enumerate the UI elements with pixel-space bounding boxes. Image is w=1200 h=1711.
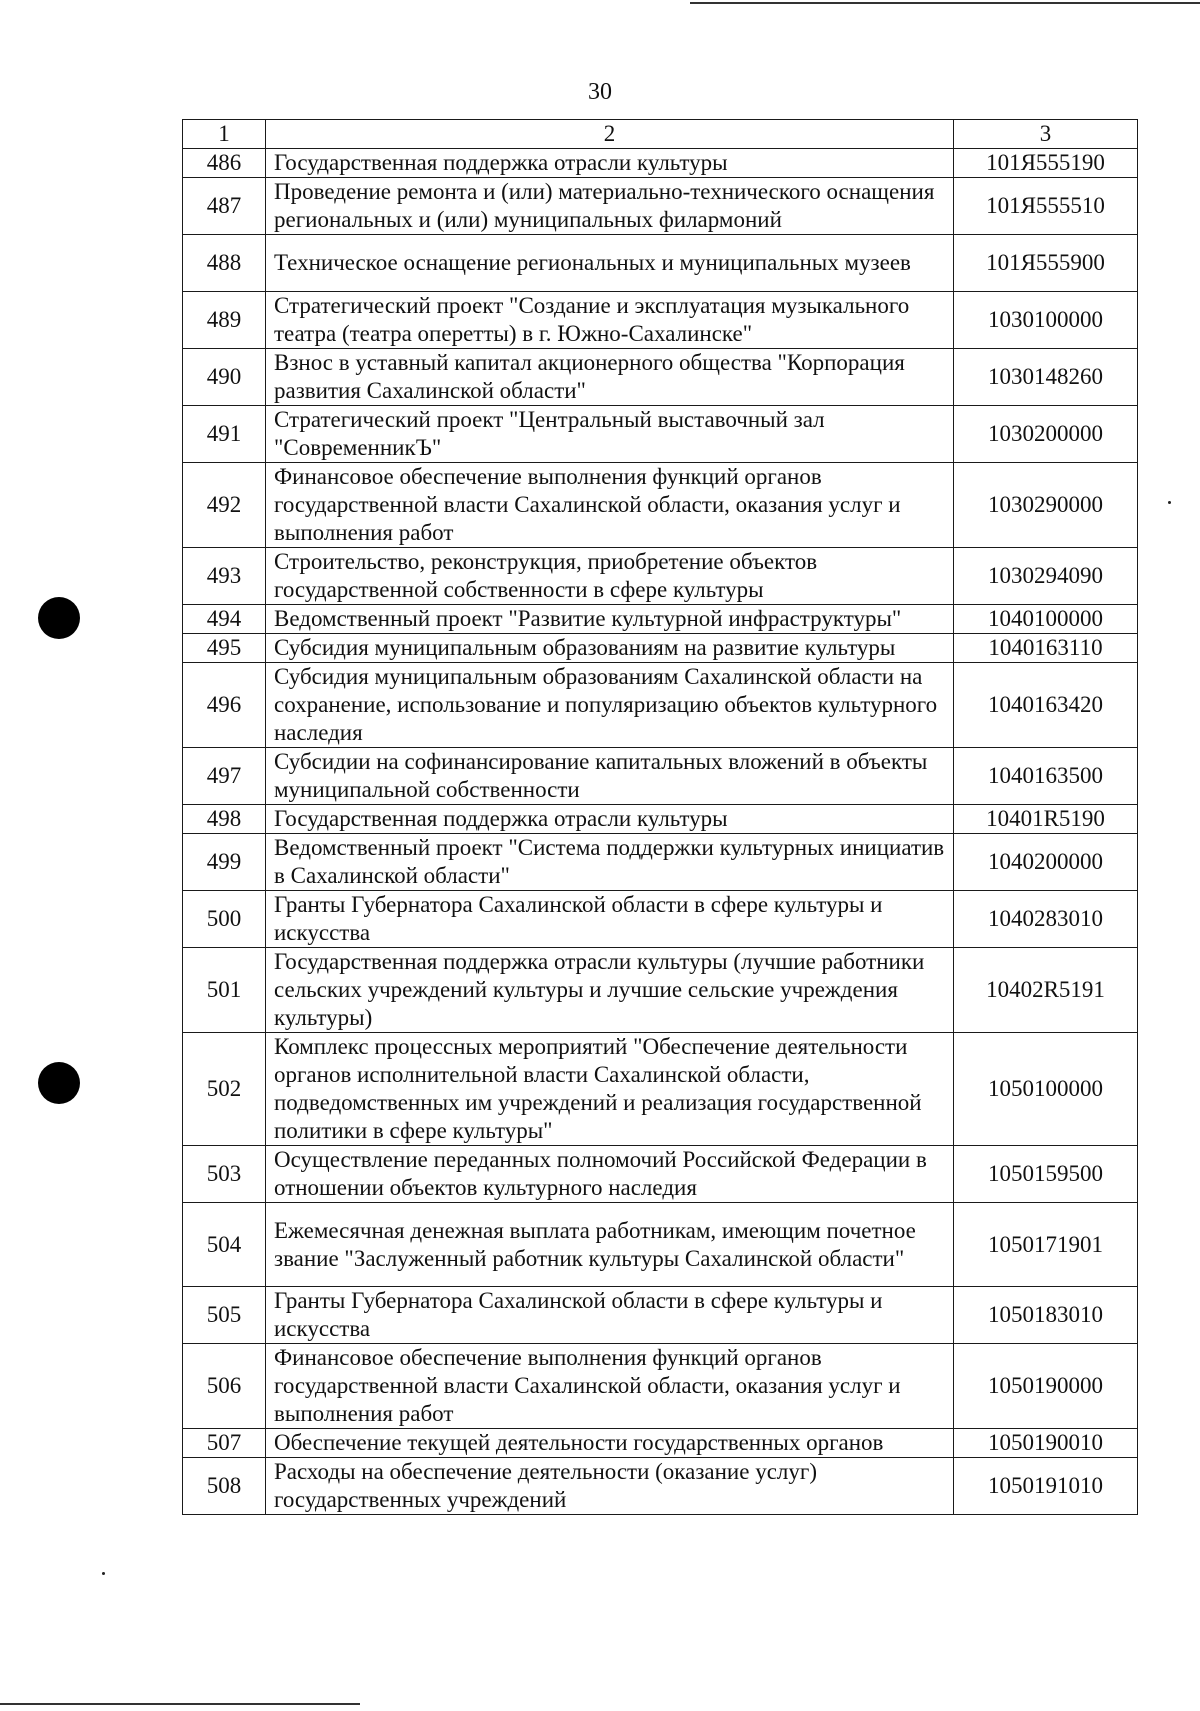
row-number: 505: [183, 1287, 266, 1344]
row-name: Стратегический проект "Центральный выставочный зал "СовременникЪ": [266, 406, 954, 463]
row-name: Стратегический проект "Создание и эксплуатация музыкального театра (театра оперетты) в г. Южно-Сахалинске": [266, 292, 954, 349]
table-row: [183, 349, 1138, 406]
table-row: [183, 1033, 1138, 1146]
row-code: 1030100000: [954, 292, 1138, 349]
row-name: Ведомственный проект "Система поддержки культурных инициатив в Сахалинской области": [266, 834, 954, 891]
punch-hole-lower: [38, 1062, 80, 1104]
table-row: [183, 548, 1138, 605]
row-code: 1050191010: [954, 1458, 1138, 1515]
punch-hole-upper: [38, 597, 80, 639]
row-name: Государственная поддержка отрасли культуры: [266, 805, 954, 834]
row-code: 1050159500: [954, 1146, 1138, 1203]
row-number: 487: [183, 178, 266, 235]
row-code: 1040283010: [954, 891, 1138, 948]
row-code: 1040163110: [954, 634, 1138, 663]
table-header-row: [183, 120, 1138, 149]
row-number: 503: [183, 1146, 266, 1203]
table-row: [183, 834, 1138, 891]
row-name: Техническое оснащение региональных и муниципальных музеев: [266, 235, 954, 292]
row-name: Взнос в уставный капитал акционерного общества "Корпорация развития Сахалинской области": [266, 349, 954, 406]
row-number: 497: [183, 748, 266, 805]
table-row: [183, 292, 1138, 349]
row-number: 506: [183, 1344, 266, 1429]
bottom-scan-rule: [0, 1703, 360, 1705]
table-row: [183, 235, 1138, 292]
row-code: 1040200000: [954, 834, 1138, 891]
table-row: [183, 805, 1138, 834]
table-row: [183, 1203, 1138, 1287]
row-number: 488: [183, 235, 266, 292]
row-code: 1040163500: [954, 748, 1138, 805]
row-number: 489: [183, 292, 266, 349]
row-number: 490: [183, 349, 266, 406]
row-code: 101Я555900: [954, 235, 1138, 292]
row-name: Ведомственный проект "Развитие культурной инфраструктуры": [266, 605, 954, 634]
row-code: 1050100000: [954, 1033, 1138, 1146]
table-row: [183, 605, 1138, 634]
row-code: 1030200000: [954, 406, 1138, 463]
row-name: Финансовое обеспечение выполнения функций органов государственной власти Сахалинской области, оказания услуг и выполнения работ: [266, 463, 954, 548]
row-code: 10402R5191: [954, 948, 1138, 1033]
row-number: 508: [183, 1458, 266, 1515]
row-name: Строительство, реконструкция, приобретение объектов государственной собственности в сфере культуры: [266, 548, 954, 605]
table-row: [183, 1429, 1138, 1458]
row-code: 1050183010: [954, 1287, 1138, 1344]
scan-speck: [1168, 501, 1171, 504]
row-code: 1040163420: [954, 663, 1138, 748]
row-number: 486: [183, 149, 266, 178]
table-row: [183, 948, 1138, 1033]
row-number: 496: [183, 663, 266, 748]
row-name: Ежемесячная денежная выплата работникам, имеющим почетное звание "Заслуженный работник культуры Сахалинской области": [266, 1203, 954, 1287]
table-row: [183, 463, 1138, 548]
row-name: Государственная поддержка отрасли культуры (лучшие работники сельских учреждений культуры и лучшие сельские учреждения культуры): [266, 948, 954, 1033]
top-scan-rule: [690, 2, 1200, 4]
row-name: Гранты Губернатора Сахалинской области в сфере культуры и искусства: [266, 891, 954, 948]
table-row: [183, 1287, 1138, 1344]
row-code: 10401R5190: [954, 805, 1138, 834]
row-name: Субсидия муниципальным образованиям Сахалинской области на сохранение, использование и популяризацию объектов культурного наследия: [266, 663, 954, 748]
expense-codes-table: [182, 119, 1138, 1515]
row-name: Государственная поддержка отрасли культуры: [266, 149, 954, 178]
scan-speck: [102, 1572, 105, 1575]
row-code: 1040100000: [954, 605, 1138, 634]
row-number: 504: [183, 1203, 266, 1287]
row-code: 1050171901: [954, 1203, 1138, 1287]
table-row: [183, 178, 1138, 235]
row-name: Субсидия муниципальным образованиям на развитие культуры: [266, 634, 954, 663]
table-row: [183, 406, 1138, 463]
header-col-3: 3: [954, 120, 1138, 149]
row-number: 495: [183, 634, 266, 663]
row-name: Осуществление переданных полномочий Российской Федерации в отношении объектов культурного наследия: [266, 1146, 954, 1203]
table-row: [183, 663, 1138, 748]
row-name: Обеспечение текущей деятельности государственных органов: [266, 1429, 954, 1458]
table-row: [183, 748, 1138, 805]
row-code: 101Я555190: [954, 149, 1138, 178]
row-code: 1050190000: [954, 1344, 1138, 1429]
table-row: [183, 149, 1138, 178]
row-number: 492: [183, 463, 266, 548]
row-code: 1030290000: [954, 463, 1138, 548]
page-number: 30: [588, 79, 612, 105]
header-col-2: 2: [266, 120, 954, 149]
row-number: 494: [183, 605, 266, 634]
row-number: 491: [183, 406, 266, 463]
row-name: Проведение ремонта и (или) материально-технического оснащения региональных и (или) муниципальных филармоний: [266, 178, 954, 235]
row-number: 501: [183, 948, 266, 1033]
row-number: 498: [183, 805, 266, 834]
row-number: 493: [183, 548, 266, 605]
row-name: Расходы на обеспечение деятельности (оказание услуг) государственных учреждений: [266, 1458, 954, 1515]
table-row: [183, 1146, 1138, 1203]
row-number: 500: [183, 891, 266, 948]
row-number: 499: [183, 834, 266, 891]
row-code: 1050190010: [954, 1429, 1138, 1458]
row-number: 507: [183, 1429, 266, 1458]
row-code: 101Я555510: [954, 178, 1138, 235]
table-row: [183, 891, 1138, 948]
row-name: Гранты Губернатора Сахалинской области в сфере культуры и искусства: [266, 1287, 954, 1344]
table-row: [183, 634, 1138, 663]
row-number: 502: [183, 1033, 266, 1146]
row-code: 1030294090: [954, 548, 1138, 605]
row-name: Финансовое обеспечение выполнения функций органов государственной власти Сахалинской области, оказания услуг и выполнения работ: [266, 1344, 954, 1429]
table-row: [183, 1344, 1138, 1429]
row-name: Комплекс процессных мероприятий "Обеспечение деятельности органов исполнительной власти Сахалинской области, подведомственных им учреждений и реализация государственной политики в сфере культуры": [266, 1033, 954, 1146]
row-code: 1030148260: [954, 349, 1138, 406]
header-col-1: 1: [183, 120, 266, 149]
row-name: Субсидии на софинансирование капитальных вложений в объекты муниципальной собственности: [266, 748, 954, 805]
table-row: [183, 1458, 1138, 1515]
